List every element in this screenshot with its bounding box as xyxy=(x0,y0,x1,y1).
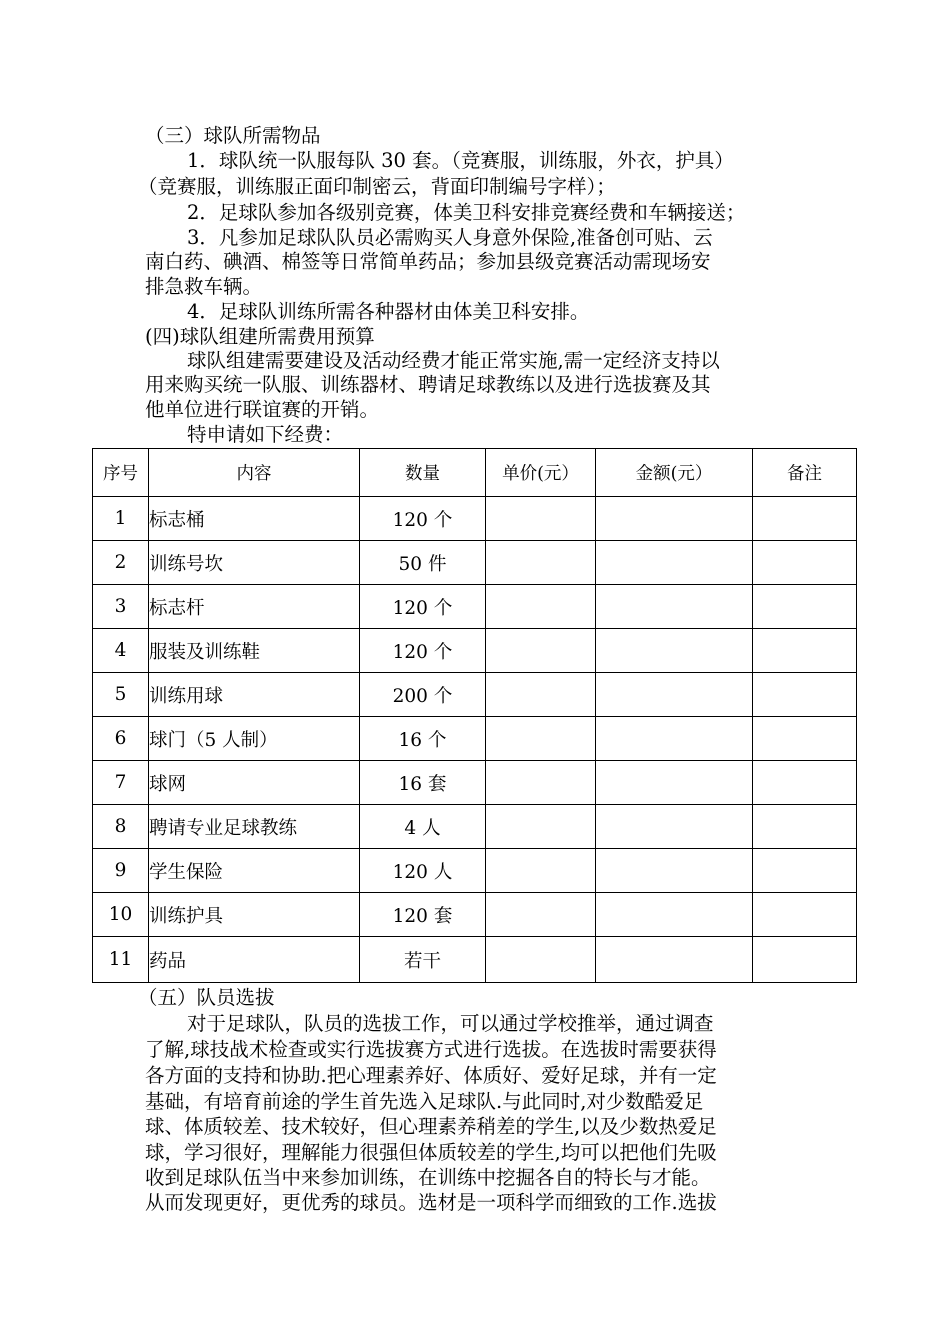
item-remarks xyxy=(753,893,857,937)
item-unit-price xyxy=(486,497,596,541)
section5-line: 球，学习很好，理解能力很强但体质较差的学生,均可以把他们先吸 xyxy=(145,1141,717,1164)
section3-item3-line3: 排急救车辆。 xyxy=(145,275,263,298)
item-amount xyxy=(596,849,753,893)
item-unit-price xyxy=(486,805,596,849)
item-name: 球网 xyxy=(149,761,360,805)
item-unit-price xyxy=(486,717,596,761)
item-name: 药品 xyxy=(149,937,360,983)
section4-para-line3: 他单位进行联谊赛的开销。 xyxy=(145,398,380,421)
row-number: 9 xyxy=(93,849,149,893)
item-remarks xyxy=(753,849,857,893)
table-row xyxy=(93,761,857,805)
section5-line: 基础，有培育前途的学生首先选入足球队.与此同时,对少数酷爱足 xyxy=(145,1090,704,1113)
item-remarks xyxy=(753,629,857,673)
row-number: 5 xyxy=(93,673,149,717)
item-quantity: 200 个 xyxy=(360,673,486,717)
item-remarks xyxy=(753,761,857,805)
section3-item3-line2: 南白药、碘酒、棉签等日常简单药品；参加县级竞赛活动需现场安 xyxy=(145,250,711,273)
item-quantity: 120 套 xyxy=(360,893,486,937)
item-amount xyxy=(596,673,753,717)
item-amount xyxy=(596,717,753,761)
section3-item3-line1: 3．凡参加足球队队员必需购买人身意外保险,准备创可贴、云 xyxy=(187,226,713,249)
table-row xyxy=(93,497,857,541)
item-name: 训练护具 xyxy=(149,893,360,937)
item-remarks xyxy=(753,541,857,585)
header-amount: 金额(元） xyxy=(596,449,753,497)
section3-item4: 4．足球队训练所需各种器材由体美卫科安排。 xyxy=(187,300,590,323)
item-name: 训练号坎 xyxy=(149,541,360,585)
item-remarks xyxy=(753,585,857,629)
section5-line: 对于足球队，队员的选拔工作，可以通过学校推举，通过调查 xyxy=(187,1012,714,1035)
table-row xyxy=(93,629,857,673)
header-quantity: 数量 xyxy=(360,449,486,497)
item-remarks xyxy=(753,497,857,541)
item-amount xyxy=(596,893,753,937)
header-unit-price: 单价(元） xyxy=(486,449,596,497)
table-row xyxy=(93,585,857,629)
table-header-row xyxy=(93,449,857,497)
item-name: 标志杆 xyxy=(149,585,360,629)
item-unit-price xyxy=(486,937,596,983)
item-unit-price xyxy=(486,673,596,717)
item-unit-price xyxy=(486,761,596,805)
table-row xyxy=(93,893,857,937)
item-remarks xyxy=(753,805,857,849)
section4-para-line1: 球队组建需要建设及活动经费才能正常实施,需一定经济支持以 xyxy=(187,349,720,372)
item-amount xyxy=(596,541,753,585)
section5-line: 了解,球技战术检查或实行选拔赛方式进行选拔。在选拔时需要获得 xyxy=(145,1038,717,1061)
item-name: 聘请专业足球教练 xyxy=(149,805,360,849)
item-amount xyxy=(596,805,753,849)
section3-item2: 2．足球队参加各级别竞赛，体美卫科安排竞赛经费和车辆接送； xyxy=(187,201,746,224)
item-remarks xyxy=(753,937,857,983)
table-row xyxy=(93,849,857,893)
row-number: 8 xyxy=(93,805,149,849)
row-number: 11 xyxy=(93,937,149,983)
item-unit-price xyxy=(486,629,596,673)
row-number: 10 xyxy=(93,893,149,937)
item-amount xyxy=(596,497,753,541)
section3-item1-line1: 1．球队统一队服每队 30 套。（竞赛服，训练服，外衣，护具） xyxy=(187,149,734,172)
item-remarks xyxy=(753,673,857,717)
item-amount xyxy=(596,585,753,629)
row-number: 1 xyxy=(93,497,149,541)
table-row xyxy=(93,673,857,717)
item-unit-price xyxy=(486,849,596,893)
section4-apply-line: 特申请如下经费： xyxy=(187,423,344,446)
header-content: 内容 xyxy=(149,449,360,497)
item-quantity: 120 个 xyxy=(360,585,486,629)
row-number: 3 xyxy=(93,585,149,629)
section5-heading: （五）队员选拔 xyxy=(138,986,275,1009)
budget-table xyxy=(92,448,857,983)
item-quantity: 120 个 xyxy=(360,497,486,541)
item-quantity: 若干 xyxy=(360,937,486,983)
table-row xyxy=(93,805,857,849)
section4-para-line2: 用来购买统一队服、训练器材、聘请足球教练以及进行选拔赛及其 xyxy=(145,373,711,396)
section5-line: 收到足球队伍当中来参加训练，在训练中挖掘各自的特长与才能。 xyxy=(145,1166,711,1189)
table-row xyxy=(93,937,857,983)
row-number: 7 xyxy=(93,761,149,805)
section5-line: 各方面的支持和协助.把心理素养好、体质好、爱好足球，并有一定 xyxy=(145,1064,717,1087)
item-quantity: 4 人 xyxy=(360,805,486,849)
row-number: 4 xyxy=(93,629,149,673)
item-quantity: 120 个 xyxy=(360,629,486,673)
section5-line: 从而发现更好，更优秀的球员。选材是一项科学而细致的工作.选拔 xyxy=(145,1191,717,1214)
section3-heading: （三）球队所需物品 xyxy=(145,124,321,147)
section3-item1-line2: （竞赛服，训练服正面印制密云，背面印制编号字样）； xyxy=(138,175,616,198)
item-unit-price xyxy=(486,585,596,629)
item-quantity: 120 人 xyxy=(360,849,486,893)
item-amount xyxy=(596,629,753,673)
item-name: 球门（5 人制） xyxy=(149,717,360,761)
item-remarks xyxy=(753,717,857,761)
item-unit-price xyxy=(486,541,596,585)
item-name: 标志桶 xyxy=(149,497,360,541)
section4-heading: (四)球队组建所需费用预算 xyxy=(145,325,375,348)
item-quantity: 16 个 xyxy=(360,717,486,761)
section5-line: 球、体质较差、技术较好，但心理素养稍差的学生,以及少数热爱足 xyxy=(145,1115,717,1138)
item-amount xyxy=(596,937,753,983)
table-row xyxy=(93,541,857,585)
item-name: 服装及训练鞋 xyxy=(149,629,360,673)
table-row xyxy=(93,717,857,761)
header-remarks: 备注 xyxy=(753,449,857,497)
item-unit-price xyxy=(486,893,596,937)
item-quantity: 50 件 xyxy=(360,541,486,585)
item-name: 训练用球 xyxy=(149,673,360,717)
row-number: 6 xyxy=(93,717,149,761)
header-no: 序号 xyxy=(93,449,149,497)
item-name: 学生保险 xyxy=(149,849,360,893)
item-quantity: 16 套 xyxy=(360,761,486,805)
row-number: 2 xyxy=(93,541,149,585)
item-amount xyxy=(596,761,753,805)
